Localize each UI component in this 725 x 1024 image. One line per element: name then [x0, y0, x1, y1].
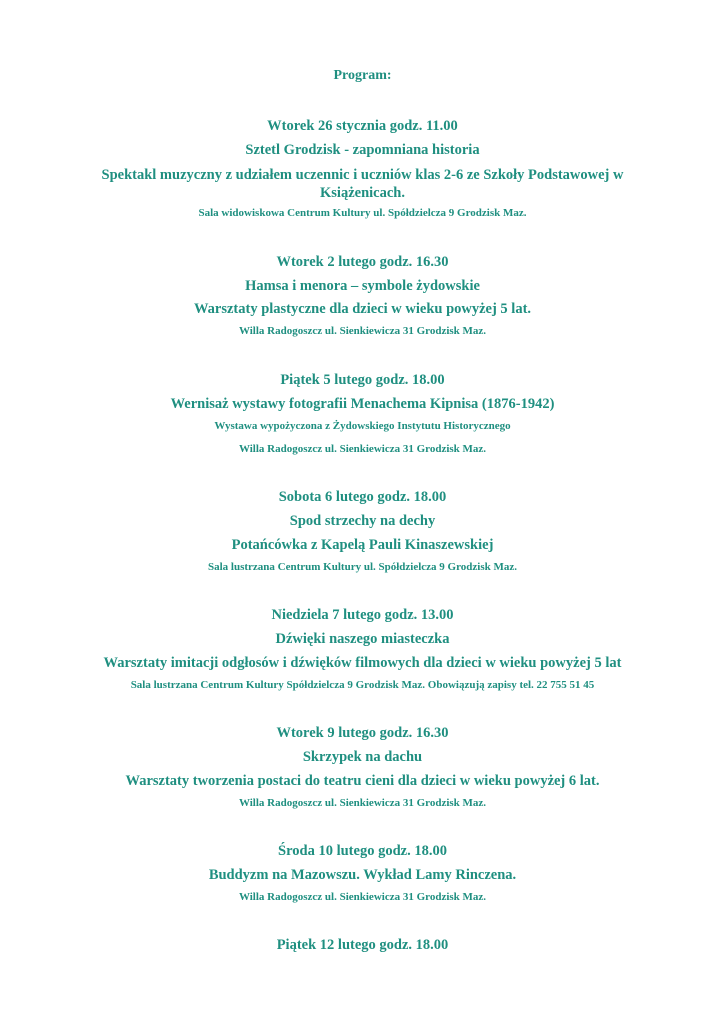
- event-description: Warsztaty imitacji odgłosów i dźwięków filmowych dla dzieci w wieku powyżej 5 lat: [103, 655, 622, 671]
- event-date: Sobota 6 lutego godz. 18.00: [278, 489, 447, 505]
- event-venue: Willa Radogoszcz ul. Sienkiewicza 31 Grodzisk Maz.: [238, 797, 487, 809]
- event-venue: Sala widowiskowa Centrum Kultury ul. Spółdzielcza 9 Grodzisk Maz.: [198, 207, 527, 219]
- event-date: Wtorek 9 lutego godz. 16.30: [276, 725, 449, 741]
- event-description: Spektakl muzyczny z udziałem uczennic i uczniów klas 2-6 ze Szkoły Podstawowej w Książenicach.: [101, 167, 624, 201]
- event-date: Wtorek 2 lutego godz. 16.30: [276, 254, 449, 270]
- event-venue: Sala lustrzana Centrum Kultury ul. Spółdzielcza 9 Grodzisk Maz.: [207, 561, 518, 573]
- event-venue: Willa Radogoszcz ul. Sienkiewicza 31 Grodzisk Maz.: [238, 325, 487, 337]
- event-date: Środa 10 lutego godz. 18.00: [278, 843, 447, 859]
- event-description: Warsztaty plastyczne dla dzieci w wieku powyżej 5 lat.: [193, 301, 532, 317]
- event-name: Dźwięki naszego miasteczka: [275, 631, 450, 647]
- event-date: Wtorek 26 stycznia godz. 11.00: [267, 118, 458, 134]
- event-name: Sztetl Grodzisk - zapomniana historia: [245, 142, 480, 158]
- event-date: Piątek 5 lutego godz. 18.00: [280, 372, 445, 388]
- event-venue: Sala lustrzana Centrum Kultury Spółdzielcza 9 Grodzisk Maz. Obowiązują zapisy tel. 22 755 51 45: [130, 679, 595, 691]
- event-name: Hamsa i menora – symbole żydowskie: [245, 278, 480, 294]
- event-name: Buddyzm na Mazowszu. Wykład Lamy Rinczena.: [208, 867, 517, 883]
- event-description: Warsztaty tworzenia postaci do teatru cieni dla dzieci w wieku powyżej 6 lat.: [125, 773, 600, 789]
- program-title: Program:: [333, 68, 392, 83]
- event-description: Potańcówka z Kapelą Pauli Kinaszewskiej: [231, 537, 494, 553]
- event-name: Spod strzechy na dechy: [289, 513, 436, 529]
- event-venue: Willa Radogoszcz ul. Sienkiewicza 31 Grodzisk Maz.: [238, 891, 487, 903]
- event-name: Skrzypek na dachu: [302, 749, 423, 765]
- event-note: Wystawa wypożyczona z Żydowskiego Instytutu Historycznego: [214, 420, 511, 432]
- event-date: Niedziela 7 lutego godz. 13.00: [271, 607, 454, 623]
- event-venue: Willa Radogoszcz ul. Sienkiewicza 31 Grodzisk Maz.: [238, 443, 487, 455]
- event-name: Wernisaż wystawy fotografii Menachema Kipnisa (1876-1942): [170, 396, 555, 412]
- event-date: Piątek 12 lutego godz. 18.00: [276, 937, 449, 953]
